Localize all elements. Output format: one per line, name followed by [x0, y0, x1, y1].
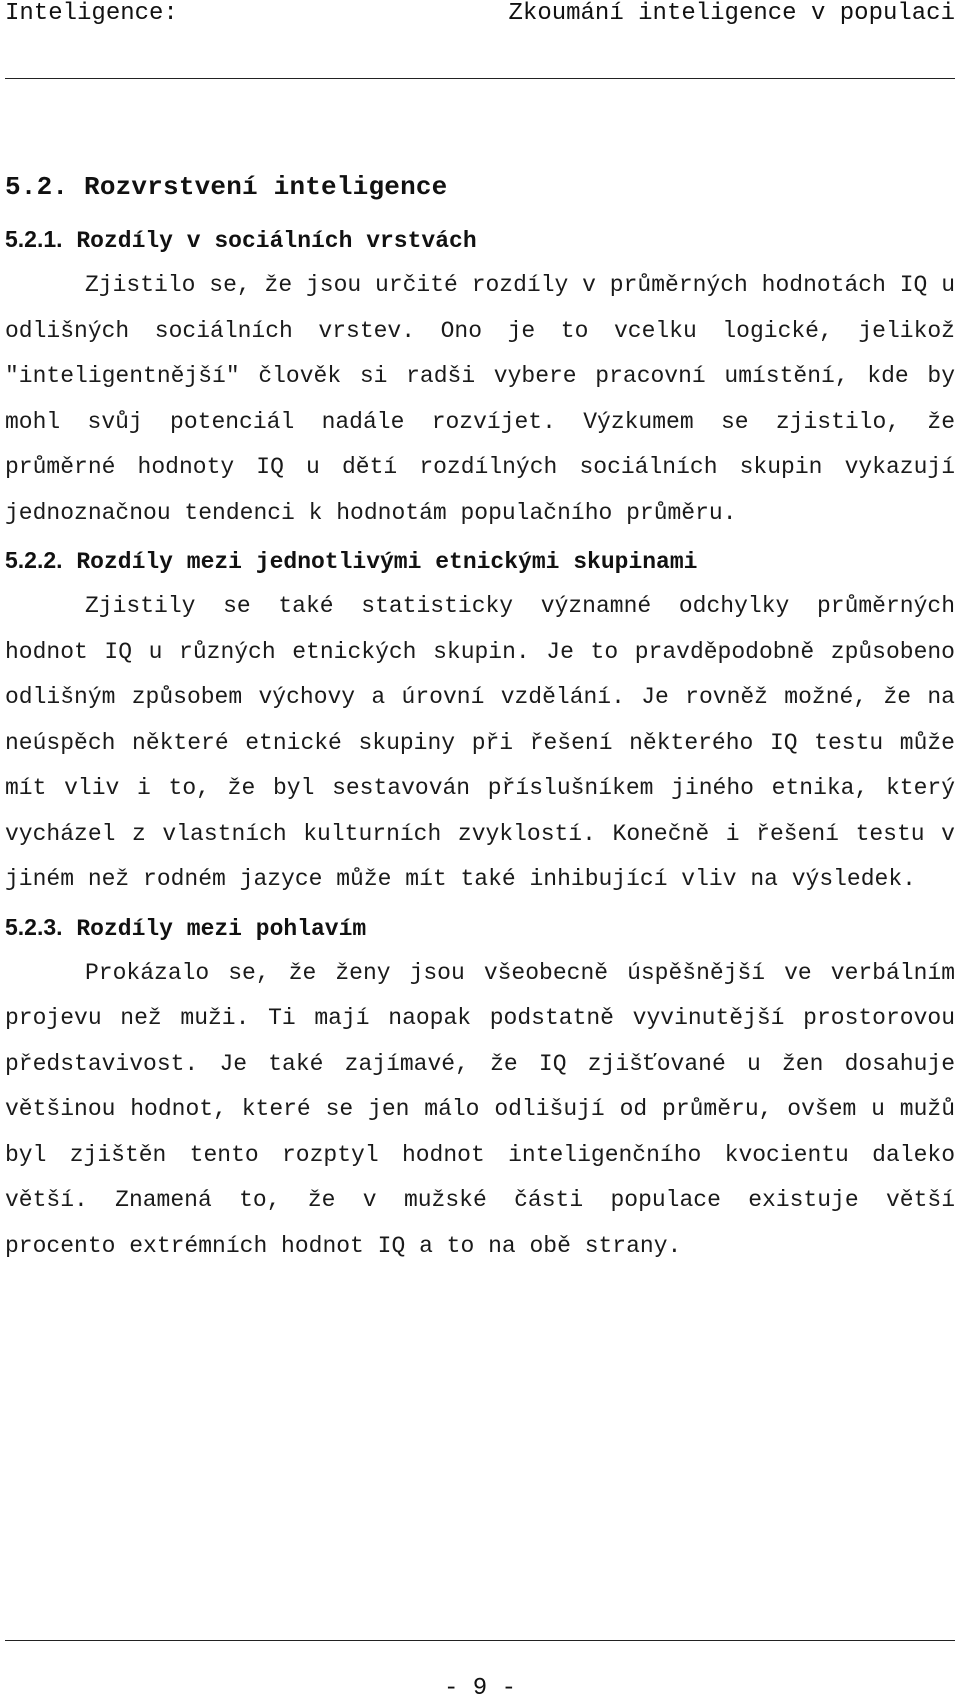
subsection-title: Rozdíly mezi jednotlivými etnickými skupinami — [76, 549, 698, 575]
subsection-number: 5.2.1. — [5, 226, 63, 252]
subsection-heading-1 — [5, 221, 955, 259]
header-title: Zkoumání inteligence v populaci — [508, 0, 955, 27]
header-chapter: Inteligence: — [5, 0, 178, 27]
subsection-title: Rozdíly v sociálních vrstvách — [76, 228, 477, 254]
page-content — [5, 165, 955, 1275]
subsection-number: 5.2.2. — [5, 547, 63, 573]
paragraph-ethnic-groups: Zjistily se také statisticky významné odchylky průměrných hodnot IQ u různých etnických skupin. Je to pravděpodobně způsobeno odlišným způsobem výchovy a úrovní vzdělání. Je rovněž možné, že na neúspěch některé etnické skupiny při řešení některého IQ testu může mít vliv i to, že byl sestavován příslušníkem jiného etnika, který vycházel z vlastních kulturních zvyklostí. Konečně i řešení testu v jiném než rodném jazyce může mít také inhibující vliv na výsledek. — [5, 593, 955, 892]
paragraph-gender: Prokázalo se, že ženy jsou všeobecně úspěšnější ve verbálním projevu než muži. Ti mají naopak podstatně vyvinutější prostorovou představivost. Je také zajímavé, že IQ zjišťované u žen dosahuje většinou hodnot, které se jen málo odlišují od průměru, ovšem u mužů byl zjištěn tento rozptyl hodnot inteligenčního kvocientu daleko větší. Znamená to, že v mužské části populace existuje větší procento extrémních hodnot IQ a to na obě strany. — [5, 959, 955, 1259]
page-header — [5, 0, 955, 30]
subsection-number: 5.2.3. — [5, 913, 63, 940]
header-rule — [5, 78, 955, 79]
subsection-title: Rozdíly mezi pohlavím — [76, 915, 367, 942]
paragraph-social-strata: Zjistilo se, že jsou určité rozdíly v průměrných hodnotách IQ u odlišných sociálních vrstev. Ono je to vcelku logické, jelikož "inteligentnější" člověk si radši vybere pracovní umístění, kde by mohl svůj potenciál nadále rozvíjet. Výzkumem se zjistilo, že průměrné hodnoty IQ u dětí rozdílných sociálních skupin vykazují jednoznačnou tendenci k hodnotám populačního průměru. — [5, 272, 955, 526]
section-title: 5.2. Rozvrstvení inteligence — [5, 172, 448, 202]
page-number: - 9 - — [443, 1675, 516, 1702]
subsection-heading-3 — [5, 909, 955, 947]
page-footer — [0, 1675, 960, 1703]
subsection-heading-2 — [5, 542, 955, 580]
footer-rule — [5, 1640, 955, 1641]
